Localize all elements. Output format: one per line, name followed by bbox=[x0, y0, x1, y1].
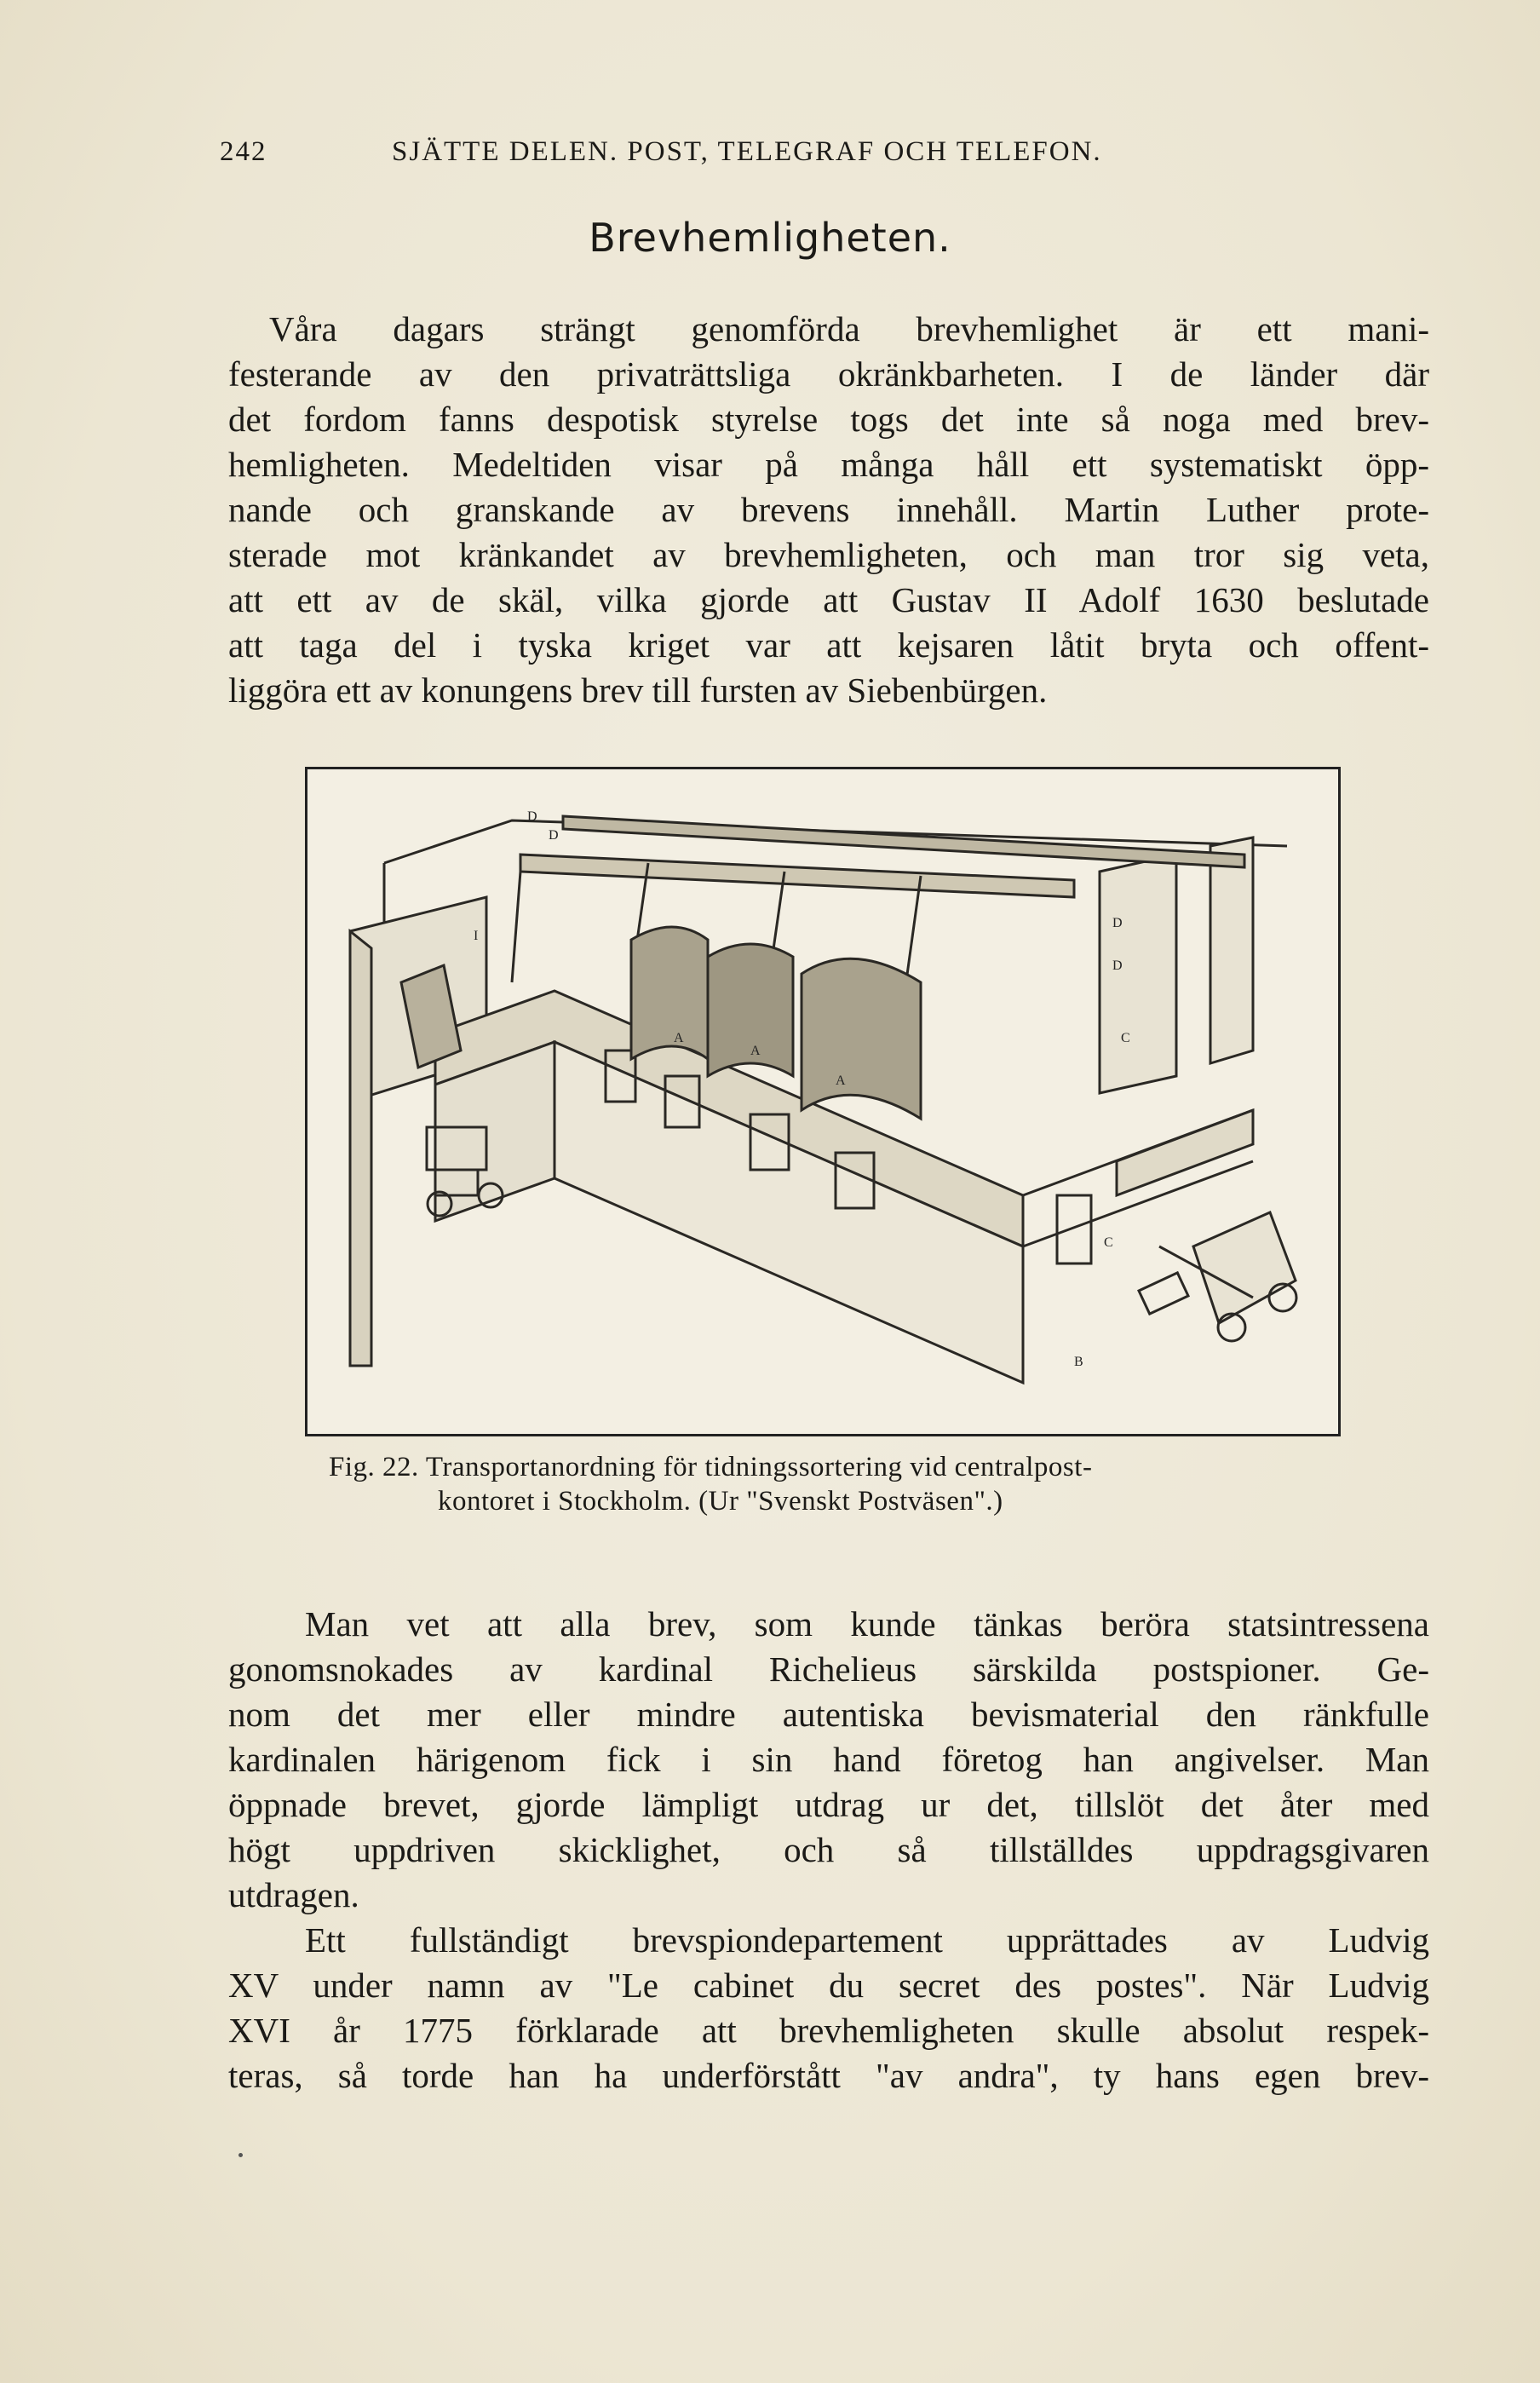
label-d: D bbox=[1112, 958, 1123, 973]
label-a: A bbox=[750, 1044, 761, 1058]
text-line: att taga del i tyska kriget var att kejsaren låtit bryta och offent- bbox=[228, 625, 1429, 665]
caption-line-1: Fig. 22. Transportanordning för tidningssortering vid centralpost- bbox=[329, 1452, 1093, 1482]
figure-caption bbox=[329, 1450, 1351, 1518]
text-line: teras, så torde han ha underförstått "av andra", ty hans egen brev- bbox=[228, 2056, 1429, 2095]
text-line: Ett fullständigt brevspiondepartement upprättades av Ludvig bbox=[305, 1920, 1429, 1960]
text-line: utdragen. bbox=[228, 1875, 359, 1914]
figure-illustration bbox=[305, 767, 1341, 1436]
print-speck bbox=[238, 2153, 243, 2157]
text-line: att ett av de skäl, vilka gjorde att Gustav II Adolf 1630 beslutade bbox=[228, 580, 1429, 619]
text-line: högt uppdriven skicklighet, och så tillställdes uppdragsgivaren bbox=[228, 1830, 1429, 1869]
running-header bbox=[220, 136, 1242, 168]
page-number: 242 bbox=[220, 136, 267, 167]
text-line: Våra dagars strängt genomförda brevhemlighet är ett mani- bbox=[269, 309, 1429, 348]
sorting-hall-drawing bbox=[307, 769, 1338, 1434]
text-line: XVI år 1775 förklarade att brevhemligheten skulle absolut respek- bbox=[228, 2011, 1429, 2050]
paragraph-1 bbox=[228, 307, 1429, 713]
label-c: C bbox=[1121, 1031, 1130, 1045]
caption-line-2: kontoret i Stockholm. (Ur "Svenskt Postväsen".) bbox=[438, 1486, 1003, 1517]
text-line: sterade mot kränkandet av brevhemligheten, och man tror sig veta, bbox=[228, 535, 1429, 574]
text-line: öppnade brevet, gjorde lämpligt utdrag ur det, tillslöt det åter med bbox=[228, 1785, 1429, 1824]
label-b: B bbox=[1074, 1355, 1083, 1369]
label-i: I bbox=[474, 929, 479, 943]
text-line: nom det mer eller mindre autentiska bevismaterial den ränkfulle bbox=[228, 1695, 1429, 1734]
paragraph-2 bbox=[228, 1602, 1429, 1918]
text-line: gonomsnokades av kardinal Richelieus särskilda postspioner. Ge- bbox=[228, 1649, 1429, 1689]
section-title: Brevhemligheten. bbox=[589, 215, 951, 261]
paragraph-3 bbox=[228, 1918, 1429, 2098]
text-line: nande och granskande av brevens innehåll. Martin Luther prote- bbox=[228, 490, 1429, 529]
label-d: D bbox=[1112, 916, 1123, 930]
text-line: XV under namn av "Le cabinet du secret des postes". När Ludvig bbox=[228, 1966, 1429, 2005]
label-c: C bbox=[1104, 1235, 1113, 1250]
text-line: kardinalen härigenom fick i sin hand företog han angivelser. Man bbox=[228, 1740, 1429, 1779]
running-title: SJÄTTE DELEN. POST, TELEGRAF OCH TELEFON. bbox=[392, 136, 1102, 167]
label-a: A bbox=[836, 1074, 846, 1088]
text-line: hemligheten. Medeltiden visar på många håll ett systematiskt öpp- bbox=[228, 445, 1429, 484]
label-a: A bbox=[674, 1031, 684, 1045]
label-d: D bbox=[527, 809, 537, 824]
text-line: Man vet att alla brev, som kunde tänkas beröra statsintressena bbox=[305, 1604, 1429, 1643]
text-line: liggöra ett av konungens brev till fursten av Siebenbürgen. bbox=[228, 671, 1048, 710]
label-d: D bbox=[549, 828, 559, 843]
text-line: det fordom fanns despotisk styrelse togs det inte så noga med brev- bbox=[228, 400, 1429, 439]
text-line: festerande av den privaträttsliga okränkbarheten. I de länder där bbox=[228, 354, 1429, 394]
